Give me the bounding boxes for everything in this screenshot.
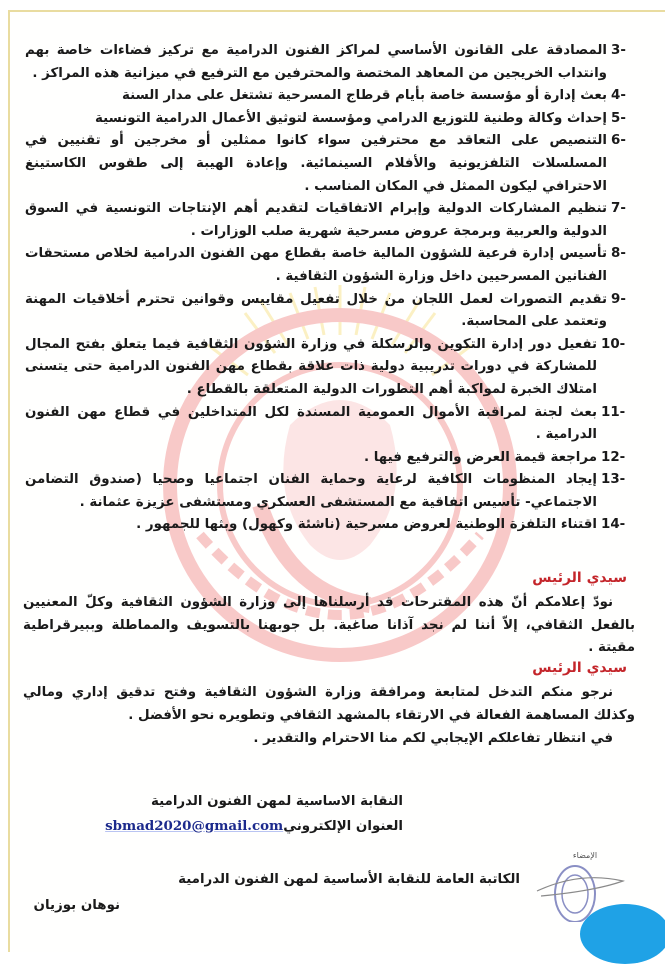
list-item	[25, 130, 635, 198]
demands-list	[25, 40, 635, 537]
list-item	[25, 447, 635, 470]
list-item	[25, 289, 635, 334]
email-link[interactable]: sbmad2020@gmail.com	[105, 818, 284, 834]
organization-name: النقابة الاساسية لمهن الفنون الدرامية	[150, 794, 403, 809]
list-item	[25, 85, 635, 108]
email-line	[105, 818, 403, 834]
item-text: إحداث وكالة وطنية للتوزيع الدرامي ومؤسسة لتوثيق الأعمال الدرامية التونسية	[95, 110, 607, 126]
signatory-title: الكاتبة العامة للنقابة الأساسية لمهن الفنون الدرامية	[178, 872, 520, 887]
item-number: 3-	[611, 43, 626, 58]
list-item	[25, 469, 635, 514]
item-number: 8-	[611, 246, 626, 262]
item-number: 13-	[601, 472, 626, 488]
list-item	[25, 108, 635, 131]
paragraph-notice: نودّ إعلامكم أنّ هذه المقترحات قد أرسلناها إلى وزارة الشؤون الثقافية وكلّ المعنيين بالفعل الثقافي، إلاّ أننا لم نجد آذانا صاغية. بل جوبهنا بالتسويف والمماطلة وببيرقراطية مقيتة .	[23, 595, 635, 656]
item-number: 12-	[601, 449, 626, 465]
item-number: 7-	[611, 201, 626, 217]
item-text: إيجاد المنظومات الكافية لرعاية وحماية الفنان اجتماعيا وصحيا (صندوق التضامن الاجتماعي- تأسيس اتفاقية مع المستشفى العسكري ومستشفى عزيزة عثمانة .	[25, 472, 597, 510]
paragraph-closing: في انتظار تفاعلكم الإيجابي لكم منا الاحترام والتقدير .	[253, 731, 613, 746]
item-number: 11-	[601, 404, 626, 420]
salutation-heading: سيدي الرئيس	[532, 660, 627, 676]
item-number: 5-	[611, 110, 626, 126]
email-label: العنوان الإلكتروني	[283, 819, 403, 834]
item-text: المصادقة على القانون الأساسي لمراكز الفنون الدرامية مع تركيز فضاءات خاصة بهم وانتداب الخريجين من المعاهد المختصة والمحترفين مع الترفيع في ميزانية هذه المراكز .	[25, 43, 607, 81]
list-item	[25, 402, 635, 447]
item-text: تأسيس إدارة فرعية للشؤون المالية خاصة بقطاع مهن الفنون الدرامية لخلاص مستحقات الفنانين المسرحيين داخل وزارة الشؤون الثقافية .	[25, 246, 607, 284]
list-item	[25, 334, 635, 402]
item-text: تقديم التصورات لعمل اللجان من خلال تفعيل مقاييس وقوانين تحترم أخلاقيات المهنة وتعتمد على المحاسبة.	[25, 291, 607, 330]
item-number: 14-	[601, 517, 626, 533]
item-number: 6-	[611, 133, 626, 149]
item-text: مراجعة قيمة العرض والترفيع فيها .	[363, 449, 597, 465]
item-text: بعث لجنة لمراقبة الأموال العمومية المسندة لكل المتداخلين في قطاع مهن الفنون الدرامية .	[25, 404, 597, 443]
item-text: التنصيص على التعاقد مع محترفين سواء كانوا ممثلين أو مخرجين أو تقنيين في المسلسلات التلفزيونية والأفلام السينمائية. وإعادة الهيبة إلى طقوس الكاستينغ الاحترافي ليكون الممثل في المكان المناسب .	[25, 133, 607, 194]
item-number: 4-	[611, 88, 626, 104]
item-number: 9-	[611, 291, 626, 307]
list-item	[25, 514, 635, 537]
list-item	[25, 243, 635, 288]
list-item	[25, 198, 635, 243]
list-item	[25, 40, 635, 85]
signatory-name: نوهان بوزيان	[33, 898, 120, 913]
stamp-label: الإمضاء	[572, 851, 598, 860]
paragraph-request: نرجو منكم التدخل لمتابعة ومرافقة وزارة الشؤون الثقافية وفتح تدقيق إداري ومالي وكذلك المساهمة الفعالة في الارتقاء بالمشهد الثقافي وتطويره نحو الأفضل .	[23, 685, 635, 723]
item-number: 10-	[601, 336, 626, 352]
item-text: بعث إدارة أو مؤسسة خاصة بأيام قرطاج المسرحية تشتغل على مدار السنة	[121, 88, 607, 104]
blue-badge-icon	[580, 904, 665, 964]
item-text: اقتناء التلفزة الوطنية لعروض مسرحية (ناشئة وكهول) وبثها للجمهور .	[136, 517, 597, 533]
item-text: تنظيم المشاركات الدولية وإبرام الاتفاقيات لتقديم أهم الإنتاجات التونسية في السوق الدولية والعربية وبرمجة عروض مسرحية شهرية صلب الوزارات .	[25, 201, 607, 239]
salutation-heading: سيدي الرئيس	[532, 570, 627, 586]
item-text: تفعيل دور إدارة التكوين والرسكلة في وزارة الشؤون الثقافية فيما يتعلق بفتح المجال للمشاركة في دورات تدريبية دولية ذات علاقة بقطاع مهن الفنون الدرامية حتى يتسنى امتلاك الخبرة لمواكبة أهم التطورات الدولية المتعلقة بالقطاع .	[25, 336, 597, 397]
